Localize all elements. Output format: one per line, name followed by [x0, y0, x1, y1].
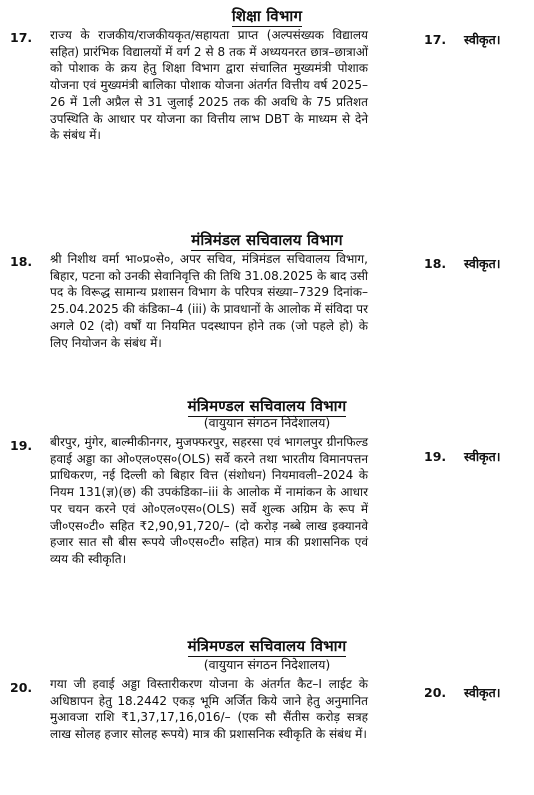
department-heading: मंत्रिमण्डल सचिवालय विभाग — [187, 397, 347, 415]
item-text: राज्य के राजकीय/राजकीयकृत/सहायता प्राप्त (अल्पसंख्यक विद्यालय सहित) प्रारंभिक विद्यालयों में वर्ग 2 से 8 तक में अध्ययनरत छात्र–छात्राओं को पोशाक के क्रय हेतु शिक्षा विभाग द्वारा संचालित मुख्यमंत्री पोशाक योजना एवं मुख्यमंत्री बालिका पोशाक योजना अंतर्गत वित्तीय वर्ष 2025–26 में 1ली अप्रैल से 31 जुलाई 2025 तक की अवधि के 75 प्रतिशत उपस्थिति के आधार पर योजना का वित्तीय लाभ DBT के माध्यम से देने के संबंध में। — [50, 28, 368, 143]
status-number: 20. — [424, 685, 447, 700]
status-number: 18. — [424, 256, 447, 271]
status-text: स्वीकृत। — [464, 685, 501, 700]
department-heading: शिक्षा विभाग — [231, 7, 303, 25]
department-heading: मंत्रिमण्डल सचिवालय विभाग — [187, 637, 347, 655]
item-number: 20. — [10, 680, 33, 695]
item-text: गया जी हवाई अड्डा विस्तारीकरण योजना के अंतर्गत कैट–I लाईट के अधिष्ठापन हेतु 18.2442 एकड़ भूमि अर्जित किये जाने हेतु अनुमानित मुआवजा राशि ₹1,37,17,16,016/– (एक सौ सैंतीस करोड़ सत्रह लाख सोलह हजार सोलह रूपये) मात्र की प्रशासनिक स्वीकृति के संबंध में। — [50, 677, 368, 742]
item-text: बीरपुर, मुंगेर, बाल्मीकीनगर, मुजफ्फरपुर, सहरसा एवं भागलपुर ग्रीनफिल्ड हवाई अड्डा का ओ०एल०एस०(OLS) सर्वे करने तथा भारतीय विमानपत्तन प्राधिकरण, नई दिल्ली को बिहार वित्त (संशोधन) नियमावली–2024 के नियम 131(ज्ञ)(छ) की उपकंडिका–iii के आलोक में नामांकन के आधार पर चयन करने एवं ओ०एल०एस०(OLS) सर्वे शुल्क अग्रिम के रूप में जी०एस०टी० सहित ₹2,90,91,720/– (दो करोड़ नब्बे लाख इक्यानवे हजार सात सौ बीस रूपये जी०एस०टी० सहित) मात्र की प्रशासनिक एवं व्यय की स्वीकृति। — [50, 435, 368, 566]
department-subheading: (वायुयान संगठन निदेशालय) — [203, 657, 331, 672]
status-text: स्वीकृत। — [464, 449, 501, 464]
department-heading: मंत्रिमंडल सचिवालय विभाग — [191, 231, 343, 249]
status-cell — [424, 255, 534, 272]
item-number: 17. — [10, 30, 33, 45]
status-number: 17. — [424, 32, 447, 47]
status-number: 19. — [424, 449, 447, 464]
status-cell — [424, 31, 534, 48]
status-cell — [424, 684, 534, 701]
item-text: श्री निशीथ वर्मा भा०प्र०से०, अपर सचिव, मंत्रिमंडल सचिवालय विभाग, बिहार, पटना को उनकी सेवानिवृत्ति की तिथि 31.08.2025 के बाद उसी पद के विरूद्ध सामान्य प्रशासन विभाग के परिपत्र संख्या–7329 दिनांक–25.04.2025 की कंडिका–4 (iii) के प्रावधानों के आलोक में संविदा पर अगले 02 (दो) वर्षों या नियमित पदस्थापन होने तक (जो पहले हो) के लिए नियोजन के संबंध में। — [50, 252, 368, 350]
item-number: 19. — [10, 438, 33, 453]
status-cell — [424, 448, 534, 465]
status-text: स्वीकृत। — [464, 32, 501, 47]
status-text: स्वीकृत। — [464, 256, 501, 271]
department-subheading: (वायुयान संगठन निदेशालय) — [203, 415, 331, 430]
item-number: 18. — [10, 254, 33, 269]
